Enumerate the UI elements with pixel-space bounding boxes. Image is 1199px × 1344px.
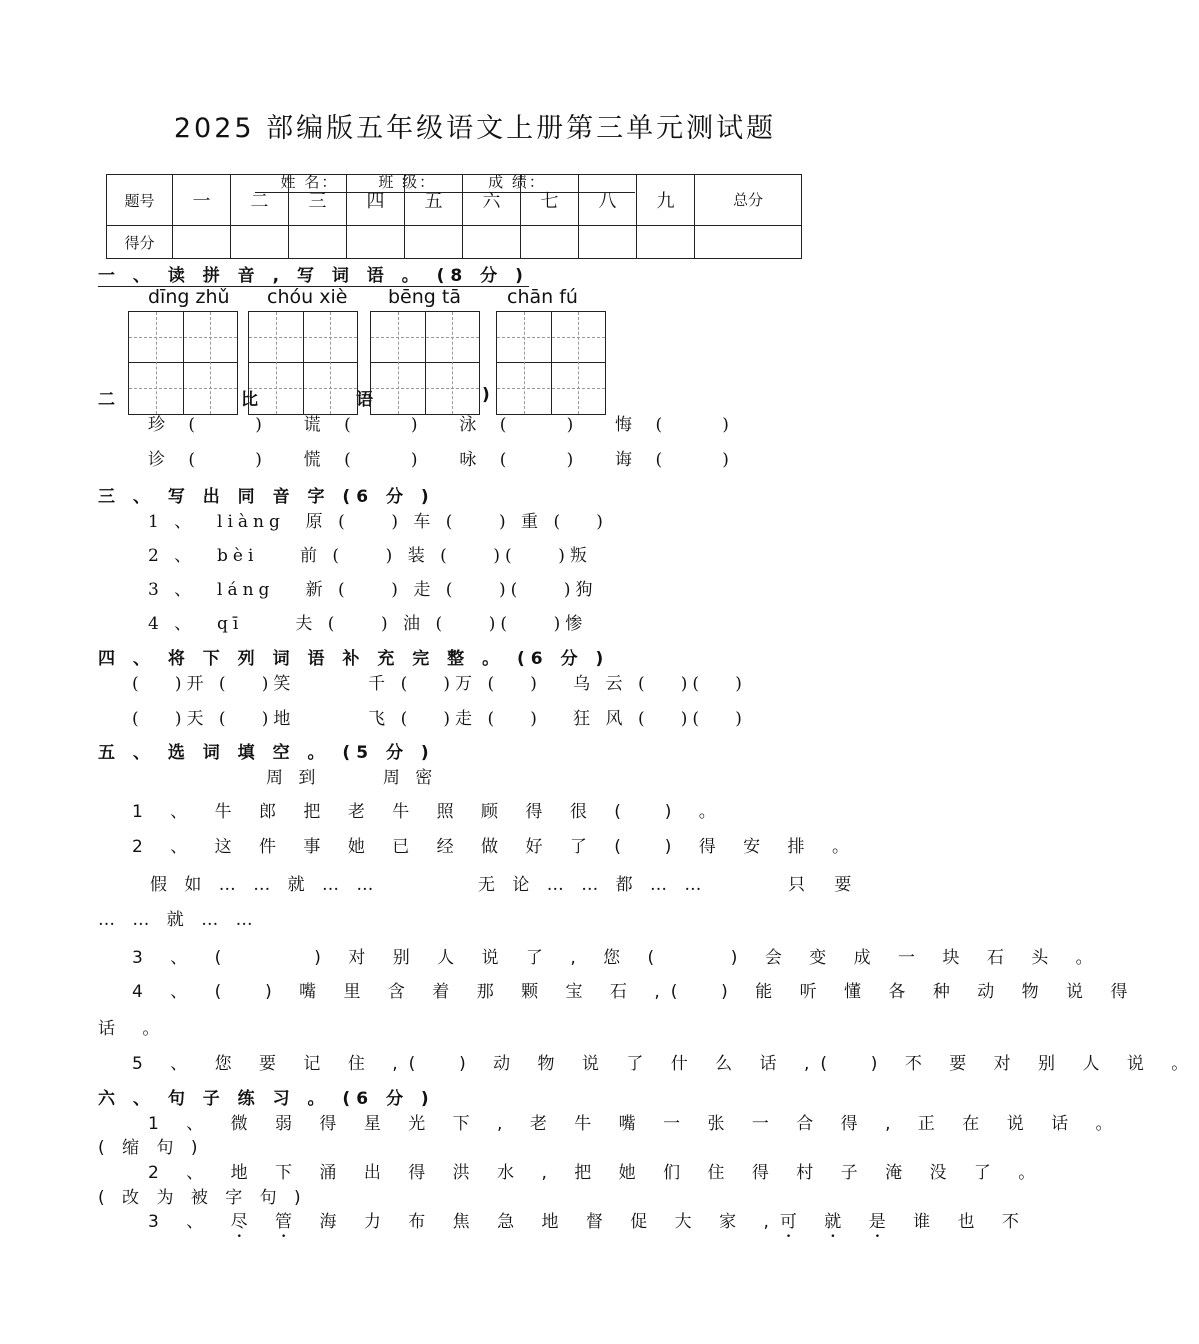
writing-grid[interactable] [496,311,606,415]
score-cell[interactable] [405,226,463,259]
q3-emphasis-2: 可 就 是 [779,1212,897,1232]
section-2-heading-fragment: 比 [241,390,264,410]
score-table [106,174,802,259]
section-5-q4: 4 、 ( ) 嘴 里 含 着 那 颗 宝 石 ,( ) 能 听 懂 各 种 动 物 说 得 [132,982,1139,1002]
section-2-heading: 二 [98,390,121,410]
score-cell[interactable] [173,226,231,259]
q3-emphasis-1: 尽 管 [230,1212,304,1232]
header-cell: 八 [579,175,637,226]
pinyin-3: bēng tā [388,286,461,308]
header-cell: 九 [637,175,695,226]
score-cell[interactable] [579,226,637,259]
section-6-q1: 1 、 微 弱 得 星 光 下 , 老 牛 嘴 一 张 一 合 得 , 正 在 说 话 。 [148,1114,1124,1134]
section-2-heading-fragment: 语 [356,390,379,410]
pinyin-4: chān fú [507,286,578,308]
score-row-label: 得分 [107,226,173,259]
conjunction-choice-3-cont: … … 就 … … [98,910,259,930]
section-5-q4-cont: 话 。 [98,1019,171,1039]
section-6-q2-instruction: ( 改 为 被 字 句 ) [98,1188,307,1208]
header-cell: 二 [231,175,289,226]
score-cell[interactable] [231,226,289,259]
header-cell: 题号 [107,175,173,226]
section-2-heading-fragment: ) [482,385,496,405]
writing-grid[interactable] [128,311,238,415]
writing-grid[interactable] [370,311,480,415]
section-3-item: 1 、 liàng 原 ( ) 车 ( ) 重 ( ) [148,512,608,532]
header-cell-total: 总分 [695,175,802,226]
section-3-item: 4 、 qī 夫 ( ) 油 ( )( )惨 [148,614,588,634]
section-4-row-1: ( )开 ( )笑 千 ( )万 ( ) 乌 云 ( )( ) [132,674,747,694]
section-2-row-2: 诊 ( ) 慌 ( ) 咏 ( ) 诲 ( ) [148,450,734,470]
header-cell: 七 [521,175,579,226]
score-cell[interactable] [463,226,521,259]
section-4-row-2: ( )天 ( )地 飞 ( )走 ( ) 狂 风 ( )( ) [132,709,747,729]
section-5-q1: 1 、 牛 郎 把 老 牛 照 顾 得 很 ( ) 。 [132,802,727,822]
section-5-q3: 3 、 ( ) 对 别 人 说 了 , 您 ( ) 会 变 成 一 块 石 头 。 [132,948,1104,968]
header-cell: 一 [173,175,231,226]
q3-text-end: 谁 也 不 [913,1212,1030,1232]
header-cell: 四 [347,175,405,226]
header-cell: 五 [405,175,463,226]
word-choices: 周 到 周 密 [266,768,438,788]
section-3-heading: 三 、 写 出 同 音 字 (6 分 ) [98,487,435,507]
section-5-q2: 2 、 这 件 事 她 已 经 做 好 了 ( ) 得 安 排 。 [132,837,860,857]
section-6-heading: 六 、 句 子 练 习 。 (6 分 ) [98,1089,435,1109]
section-4-heading: 四 、 将 下 列 词 语 补 充 完 整 。 (6 分 ) [98,649,610,669]
score-table-score-row [107,226,802,259]
section-3-item: 3 、 láng 新 ( ) 走 ( )( )狗 [148,580,598,600]
pinyin-2: chóu xiè [267,286,348,308]
score-label: 成 绩： [488,173,546,191]
conjunction-choice-2: 无 论 … … 都 … … [478,875,708,895]
score-cell[interactable] [289,226,347,259]
conjunction-choice-3: 只 要 [788,875,864,895]
score-cell[interactable] [347,226,405,259]
section-5-q5: 5 、 您 要 记 住 ,( ) 动 物 说 了 什 么 话 ,( ) 不 要 对 别 人 说 。 [132,1054,1199,1074]
section-5-heading: 五 、 选 词 填 空 。 (5 分 ) [98,743,435,763]
header-cell: 三 [289,175,347,226]
section-6-q2: 2 、 地 下 涌 出 得 洪 水 , 把 她 们 住 得 村 子 淹 没 了 。 [148,1163,1047,1183]
name-label: 姓 名： [280,173,339,191]
class-label: 班 级： [378,173,437,191]
section-6-q3 [148,1207,1030,1242]
pinyin-1: dīng zhǔ [148,286,230,308]
section-3-item: 2 、 bèi 前 ( ) 装 ( )( )叛 [148,546,592,566]
section-2-row-1: 珍 ( ) 谎 ( ) 泳 ( ) 悔 ( ) [148,415,734,435]
conjunction-choice-1: 假 如 … … 就 … … [150,875,380,895]
score-table-header-row [107,175,802,226]
q3-text: 海 力 布 焦 急 地 督 促 大 家 , [319,1212,780,1232]
score-cell[interactable] [637,226,695,259]
score-cell[interactable] [521,226,579,259]
score-cell[interactable] [695,226,802,259]
q3-number: 3 、 [148,1212,215,1232]
section-6-q1-instruction: ( 缩 句 ) [98,1138,204,1158]
page-title: 2025 部编版五年级语文上册第三单元测试题 [173,113,777,144]
header-cell: 六 [463,175,521,226]
writing-grid[interactable] [248,311,358,415]
section-1-heading: 一 、 读 拼 音 , 写 词 语 。 (8 分 ) [98,261,529,287]
